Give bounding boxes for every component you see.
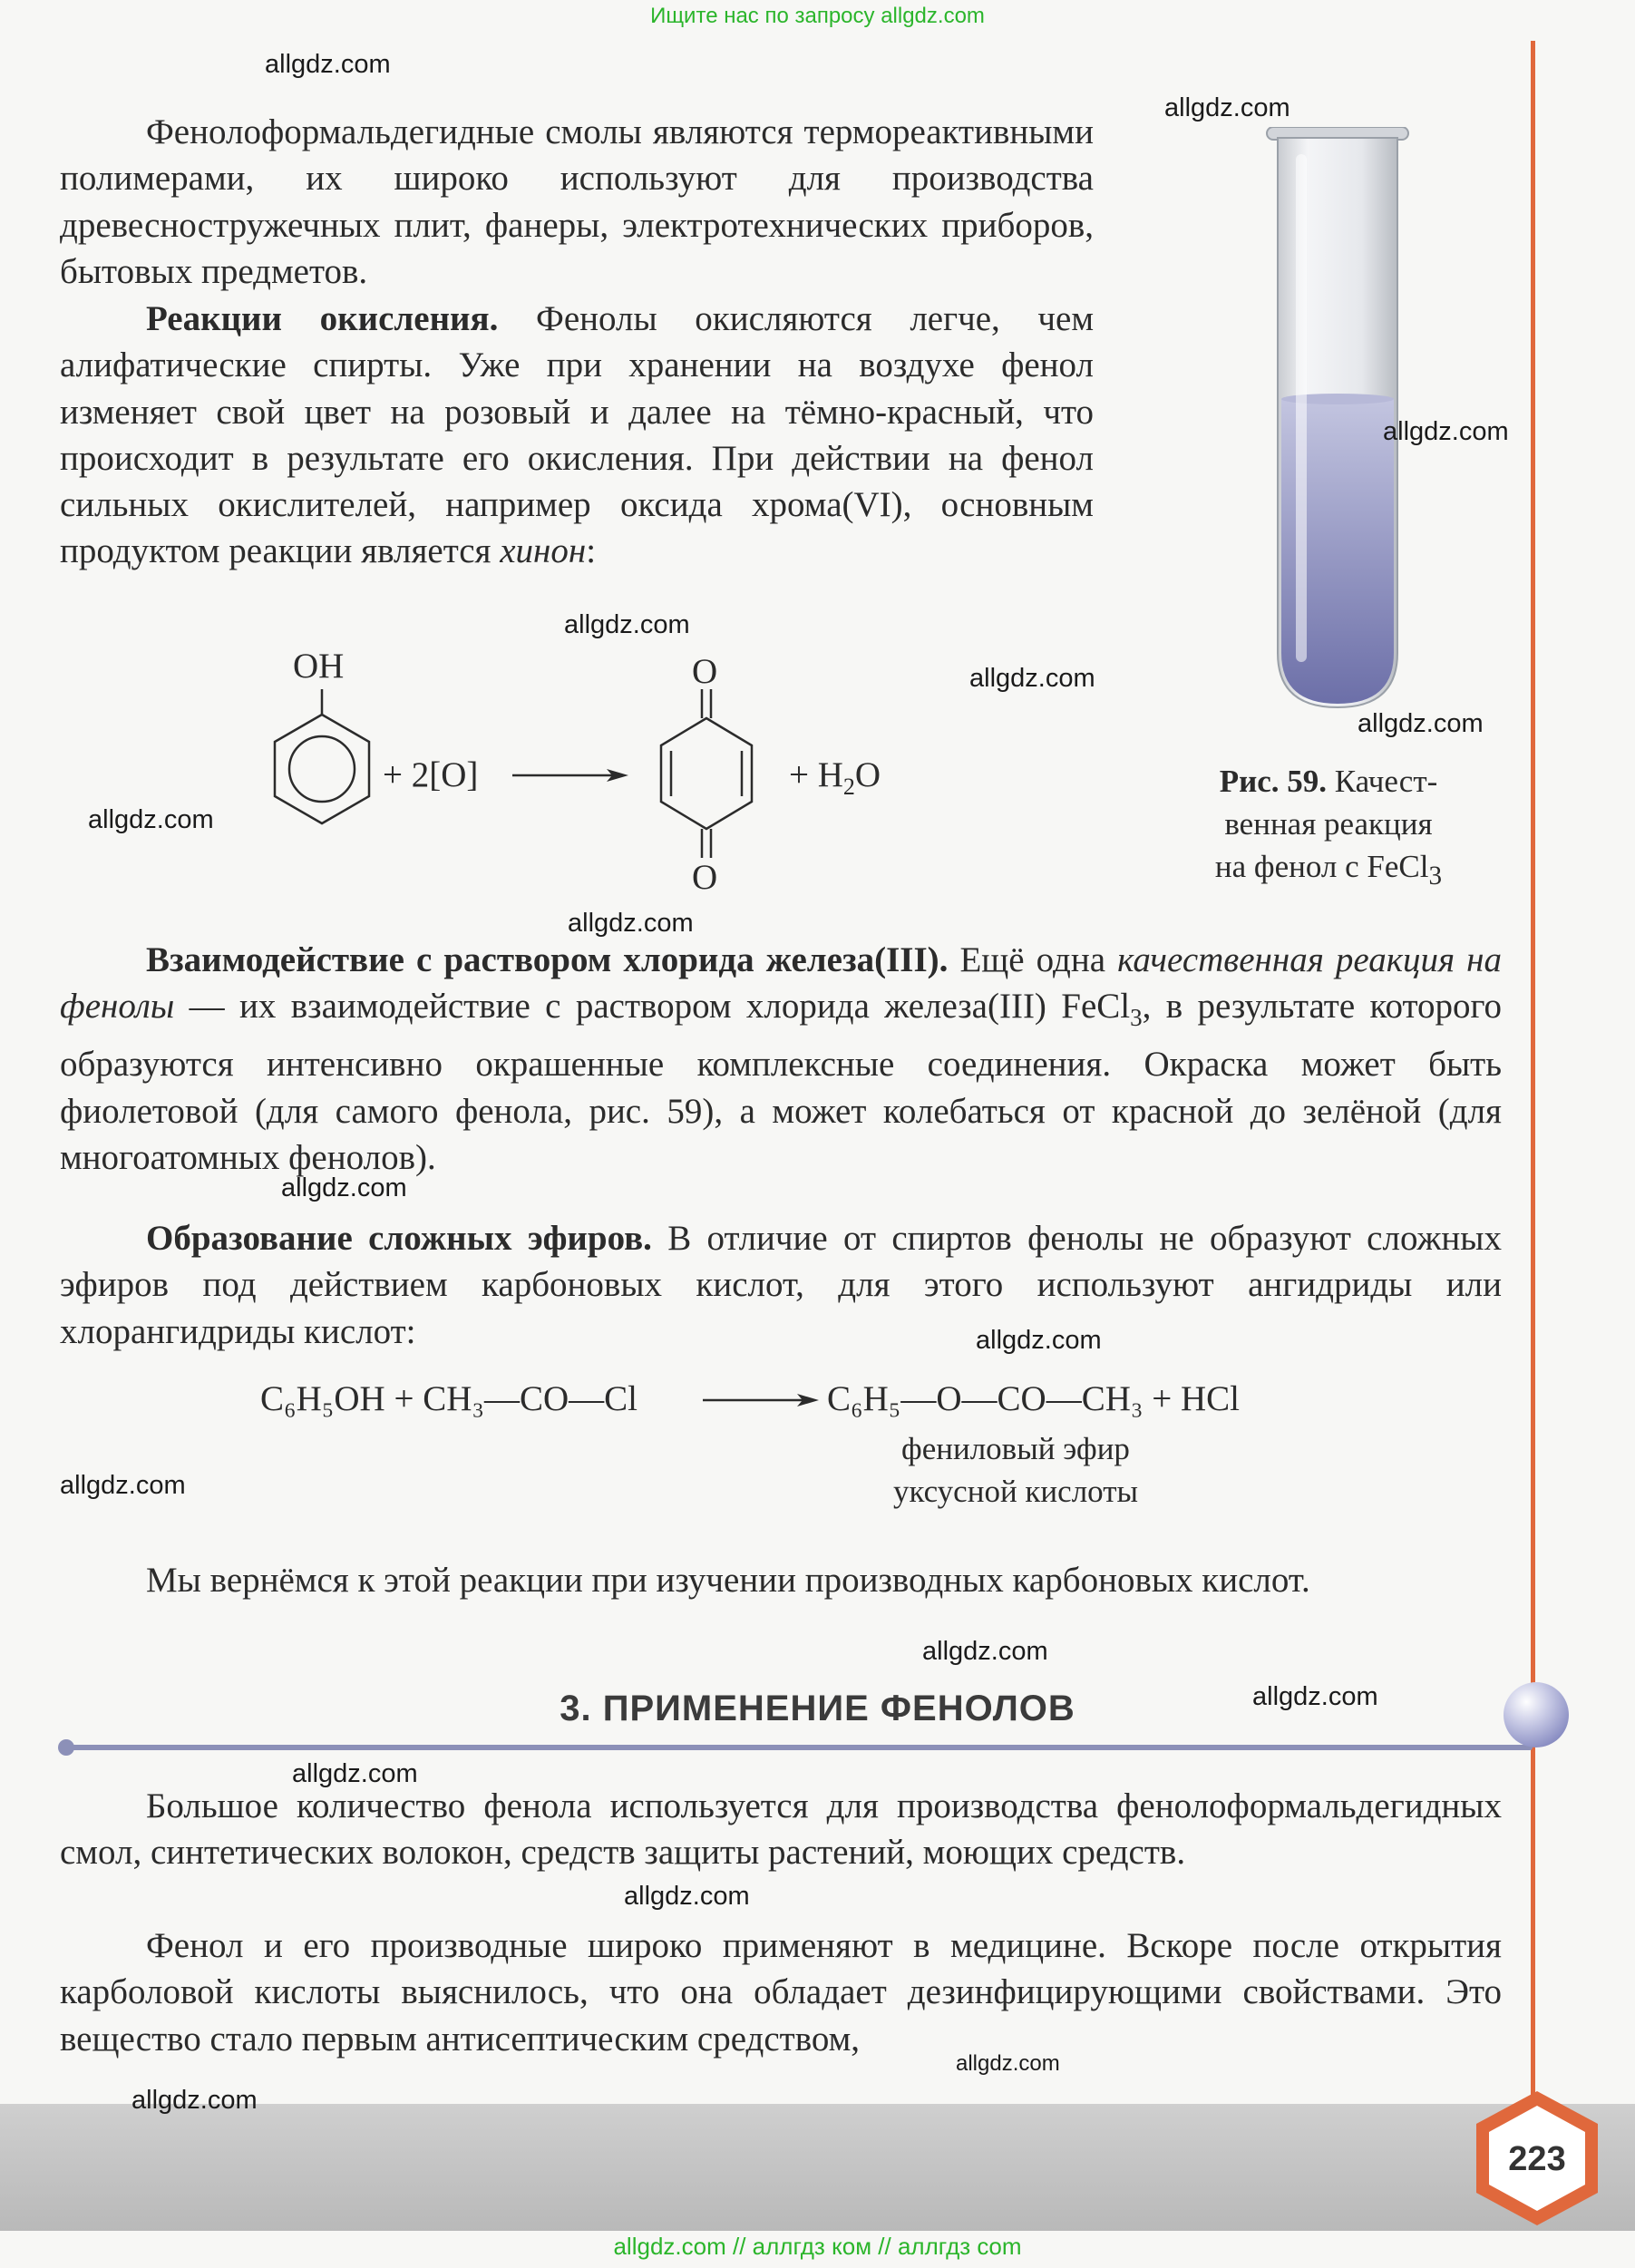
heading-esters: Образование сложных эфиров.: [146, 1219, 652, 1258]
section-title: 3. ПРИМЕНЕНИЕ ФЕНОЛОВ: [560, 1689, 1075, 1728]
reaction-arrow-2: [703, 1391, 821, 1409]
paragraph-usage: Большое количество фенола используется для производства фенолоформальдегидных смол, синтетических волокон, средств защиты растений, моющих средств.: [60, 1786, 1502, 1873]
paragraph-medicine: Фенол и его производные широко применяют в медицине. Вскоре после открытия карболовой кислоты выяснилось, что она обладает дезинфицирующими свойствами. Это вещество стало первым антисептическим средством,: [60, 1926, 1502, 2059]
watermark: allgdz.com: [956, 2051, 1060, 2076]
footer-links[interactable]: allgdz.com // аллгдз ком // аллгдз com: [613, 2233, 1022, 2260]
top-banner[interactable]: Ищите нас по запросу allgdz.com: [650, 4, 985, 28]
watermark: allgdz.com: [60, 1471, 186, 1500]
phenol-ring: [245, 689, 372, 834]
watermark: allgdz.com: [131, 2086, 258, 2115]
paragraph-resins: Фенолоформальдегидные смолы являются термореактивными полимерами, их широко используют для производства древесностружечных плит, фанеры, электротехнических приборов, бытовых предметов.: [60, 112, 1094, 291]
ester-name: фениловый эфир уксусной кислоты: [892, 1431, 1139, 1509]
heading-oxidation: Реакции окисления.: [146, 299, 499, 338]
watermark: allgdz.com: [922, 1637, 1048, 1666]
figure-caption: Рис. 59. Качест- венная реакция на фенол с FeCl$_3$: [1214, 764, 1443, 891]
paragraph-oxidation: Реакции окисления. Фенолы окисляются легче, чем алифатические спирты. Уже при хранении на воздухе фенол изменяет свой цвет на розовый и далее на тёмно-красный, что происходит в результате его окисления. При действии на фенол сильных окислителей, например оксида хрома(VI), основным продуктом реакции является хинон:: [60, 299, 1095, 571]
section-divider: [63, 1745, 1533, 1750]
margin-accent-bar: [1531, 41, 1535, 2104]
reaction-arrow-1: [512, 766, 630, 784]
quinone-ring: [651, 689, 769, 867]
watermark: allgdz.com: [564, 610, 690, 639]
paragraph-esters: Образование сложных эфиров. В отличие от спиртов фенолы не образуют сложных эфиров под действием карбоновых кислот, для этого используют ангидриды или хлорангидриды кислот:: [60, 1219, 1502, 1351]
watermark: allgdz.com: [976, 1326, 1102, 1355]
reaction2-reactants: C₆H₅OH + CH₃—CO—Cl: [260, 1379, 637, 1418]
quinone-o-bottom: O: [692, 858, 718, 897]
paragraph-return: Мы вернёмся к этой реакции при изучении производных карбоновых кислот.: [146, 1561, 1310, 1600]
heading-iron-chloride: Взаимодействие с раствором хлорида железа(III).: [146, 940, 949, 979]
plus-oxygen: + 2[O]: [383, 755, 479, 794]
watermark: allgdz.com: [281, 1173, 407, 1202]
watermark: allgdz.com: [969, 664, 1095, 693]
phenol-oh-label: OH: [293, 647, 345, 686]
watermark: allgdz.com: [265, 50, 391, 79]
watermark: allgdz.com: [1164, 93, 1290, 122]
reaction2-products: C₆H₅—O—CO—CH₃ + HCl: [827, 1379, 1240, 1418]
watermark: allgdz.com: [292, 1759, 418, 1788]
plus-water: + $H_2O$: [789, 755, 881, 800]
watermark: allgdz.com: [1252, 1682, 1378, 1711]
quinone-o-top: O: [692, 652, 718, 691]
page-number: 223: [1508, 2140, 1566, 2178]
bottom-band: [0, 2104, 1635, 2231]
watermark: allgdz.com: [624, 1882, 750, 1911]
watermark: allgdz.com: [568, 909, 694, 938]
paragraph-iron-chloride: Взаимодействие с раствором хлорида железа(III). Ещё одна качественная реакция на фенолы — их взаимодействие с раствором хлорида железа(III) FeCl$_3$, в результате которого образуются интенсивно окрашенные комплексные соединения. Окраска может быть фиолетовой (для самого фенола, рис. 59), а может колебаться от красной до зелёной (для многоатомных фенолов).: [60, 940, 1502, 1177]
figure-label: Рис. 59.: [1219, 764, 1328, 799]
page-number-badge: [1469, 2086, 1605, 2231]
watermark: allgdz.com: [88, 805, 214, 834]
watermark: allgdz.com: [1383, 417, 1509, 446]
section-divider-dot: [58, 1739, 74, 1756]
watermark: allgdz.com: [1358, 709, 1484, 738]
